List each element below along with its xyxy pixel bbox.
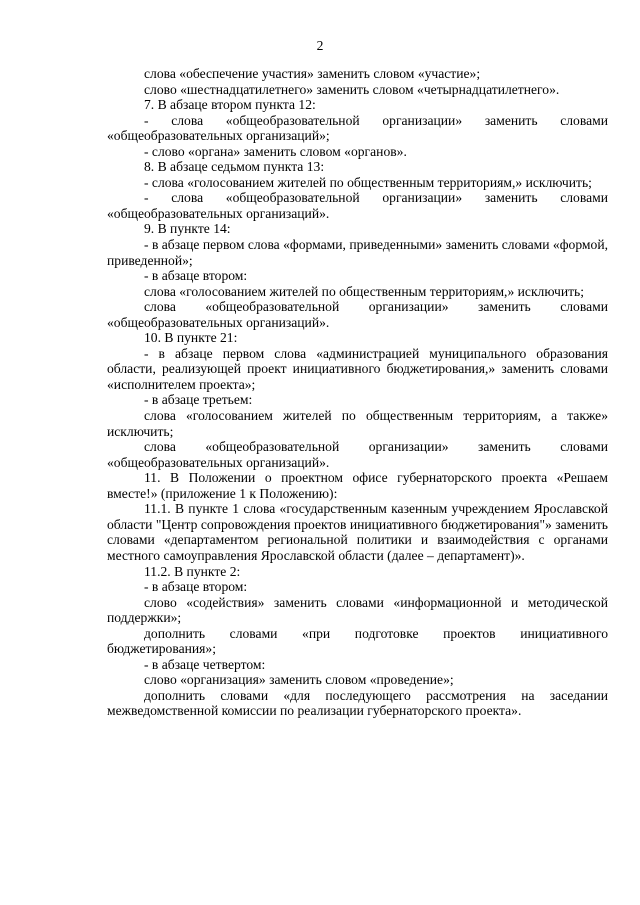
paragraph: 7. В абзаце втором пункта 12: bbox=[144, 97, 316, 113]
paragraph: - слова «общеобразовательной организации» заменить словами «общеобразовательных организаций». bbox=[107, 190, 608, 221]
paragraph: слово «организация» заменить словом «проведение»; bbox=[144, 672, 454, 688]
paragraph: слово «содействия» заменить словами «информационной и методической поддержки»; bbox=[107, 594, 608, 626]
paragraph: - в абзаце первом слова «формами, приведенными» заменить словами «формой, приведенной»; bbox=[107, 237, 608, 268]
paragraph: слова «обеспечение участия» заменить словом «участие»; bbox=[144, 66, 481, 81]
paragraph: - в абзаце втором: bbox=[144, 268, 248, 284]
paragraph: слова «голосованием жителей по общественным территориям,» исключить; bbox=[144, 283, 585, 299]
paragraph: 9. В пункте 14: bbox=[144, 221, 231, 237]
paragraph: 10. В пункте 21: bbox=[144, 330, 238, 346]
paragraph: 8. В абзаце седьмом пункта 13: bbox=[144, 159, 325, 175]
paragraph: слова «общеобразовательной организации» заменить словами «общеобразовательных организаций». bbox=[107, 439, 608, 470]
paragraph: - в абзаце четвертом: bbox=[144, 656, 266, 672]
paragraph: 11.1. В пункте 1 слова «государственным казенным учреждением Ярославской области "Центр сопровождения проектов инициативного бюджетирования"» заменить словами «департаментом региональной политики и взаимодействия с органами местного самоуправления Ярославской области (далее – департамент)». bbox=[107, 501, 608, 563]
paragraph: - слово «органа» заменить словом «органов». bbox=[144, 143, 407, 159]
paragraph: - в абзаце втором: bbox=[144, 579, 248, 595]
paragraph: 11. В Положении о проектном офисе губернаторского проекта «Решаем вместе!» (приложение 1 к Положению): bbox=[107, 470, 608, 501]
document-body bbox=[107, 66, 608, 719]
paragraph: слово «шестнадцатилетнего» заменить словом «четырнадцатилетнего». bbox=[144, 81, 560, 97]
paragraph: дополнить словами «для последующего рассмотрения на заседании межведомственной комиссии по реализации губернаторского проекта». bbox=[107, 687, 608, 719]
paragraph: 11.2. В пункте 2: bbox=[144, 563, 241, 579]
paragraph: - слова «общеобразовательной организации» заменить словами «общеобразовательных организаций»; bbox=[107, 112, 608, 144]
paragraph: - слова «голосованием жителей по общественным территориям,» исключить; bbox=[144, 174, 592, 190]
paragraph: дополнить словами «при подготовке проектов инициативного бюджетирования»; bbox=[107, 625, 608, 657]
paragraph: - в абзаце третьем: bbox=[144, 392, 253, 408]
paragraph: слова «общеобразовательной организации» заменить словами «общеобразовательных организаций». bbox=[107, 299, 608, 330]
paragraph: - в абзаце первом слова «администрацией муниципального образования области, реализующей проект инициативного бюджетирования,» заменить словами «исполнителем проекта»; bbox=[107, 345, 608, 392]
paragraph: слова «голосованием жителей по общественным территориям, а также» исключить; bbox=[107, 408, 608, 439]
page-number: 2 bbox=[316, 38, 324, 53]
